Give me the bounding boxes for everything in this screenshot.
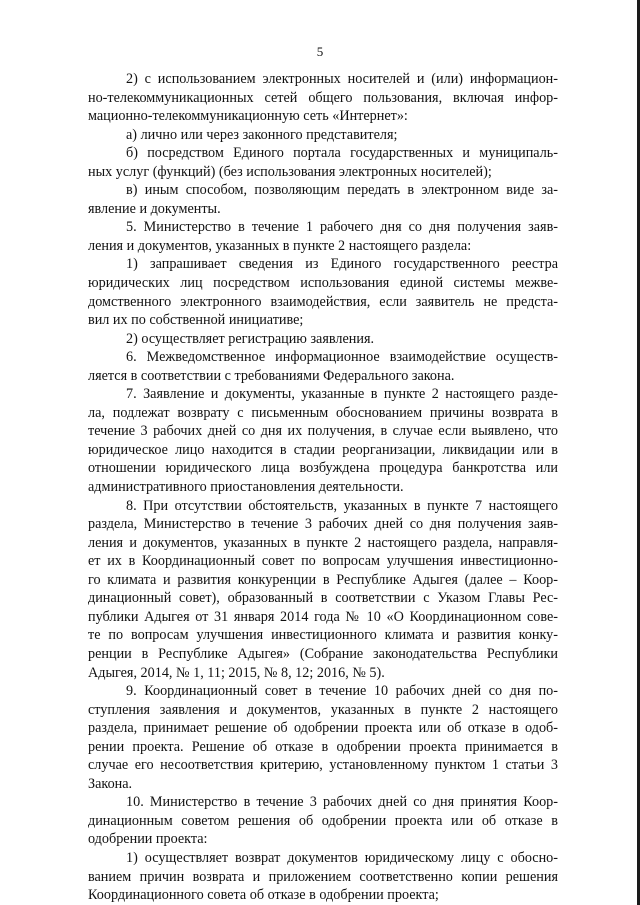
text-line: ступления заявления и документов, указанных в пункте 2 настоящего [88,701,558,718]
text-line: го климата и развития конкуренции в Республике Адыгея (далее – Коор- [88,571,558,588]
text-line: 1) запрашивает сведения из Единого государственного реестра [126,256,558,273]
text-line: отношении юридического лица возбуждена процедура банкротства или [88,460,558,477]
text-line: явление и документы. [88,200,221,217]
text-line: публики Адыгея от 31 января 2014 года № 10 «О Координационном сове- [88,608,558,625]
text-line: 7. Заявление и документы, указанные в пункте 2 настоящего разде- [126,386,558,403]
text-line: а) лично или через законного представителя; [126,126,398,143]
text-line: ет их в Координационный совет по вопросам улучшения инвестиционно- [88,553,558,570]
text-line: юридических лиц посредством использования единой системы межве- [88,275,558,292]
text-line: административного приостановления деятельности. [88,479,404,496]
text-line: мационно-телекоммуникационную сеть «Интернет»: [88,108,408,125]
text-line: рении проекта. Решение об отказе в одобрении проекта принимается в [88,738,558,755]
text-line: 6. Межведомственное информационное взаимодействие осуществ- [126,349,558,366]
text-line: ляется в соответствии с требованиями Федерального закона. [88,367,455,384]
text-line: 10. Министерство в течение 3 рабочих дней со дня принятия Коор- [126,794,558,811]
text-line: раздела, принимает решение об одобрении проекта или об отказе в одоб- [88,720,558,737]
text-line: Адыгея, 2014, № 1, 11; 2015, № 8, 12; 2016, № 5). [88,664,385,681]
text-line: 5. Министерство в течение 1 рабочего дня со дня получения заяв- [126,219,558,236]
text-line: 2) с использованием электронных носителей и (или) информацион- [126,71,558,87]
text-line: раздела, Министерство в течение 3 рабочих дней со дня получения заяв- [88,516,558,533]
text-line: но-телекоммуникационных сетей общего пользования, включая инфор- [88,89,558,106]
text-line: Координационного совета об отказе в одобрении проекта; [88,887,439,904]
text-line: юридическое лицо находится в стадии реорганизации, ликвидации или в [88,441,558,458]
text-line: ла, подлежат возврату с письменным обоснованием причины возврата в [88,404,558,421]
text-line: вил их по собственной инициативе; [88,312,304,329]
document-body [88,70,558,905]
text-line: одобрении проекта: [88,831,208,848]
text-line: ления и документов, указанных в пункте 2 настоящего раздела, направля- [88,534,558,551]
text-line: те по вопросам улучшения инвестиционного климата и развития конку- [88,627,558,644]
text-line: 2) осуществляет регистрацию заявления. [126,330,375,347]
page-number: 5 [316,44,324,59]
text-line: домственного электронного взаимодействия, если заявитель не предста- [88,293,558,310]
text-line: случае его несоответствия критерию, установленному пунктом 1 статьи 3 [88,757,558,774]
text-line: 8. При отсутствии обстоятельств, указанных в пункте 7 настоящего [126,497,558,514]
text-line: б) посредством Единого портала государственных и муниципаль- [126,145,558,162]
text-line: динационным советом решения об одобрении проекта или об отказе в [88,812,558,829]
text-line: в) иным способом, позволяющим передать в электронном виде за- [126,182,558,199]
text-line: динационный совет), образованный в соответствии с Указом Главы Рес- [88,590,558,607]
text-line: ления и документов, указанных в пункте 2 настоящего раздела: [88,237,472,254]
text-line: 1) осуществляет возврат документов юридическому лицу с обосно- [126,849,558,866]
text-line: Закона. [88,775,133,792]
text-line: ванием причин возврата и приложением соответственно копии решения [88,868,558,885]
text-line: течение 3 рабочих дней со дня их получения, в случае если выявлено, что [88,423,558,440]
text-line: ных услуг (функций) (без использования электронных носителей); [88,163,492,180]
text-line: 9. Координационный совет в течение 10 рабочих дней со дня по- [126,683,558,700]
text-line: ренции в Республике Адыгея» (Собрание законодательства Республики [88,645,558,662]
